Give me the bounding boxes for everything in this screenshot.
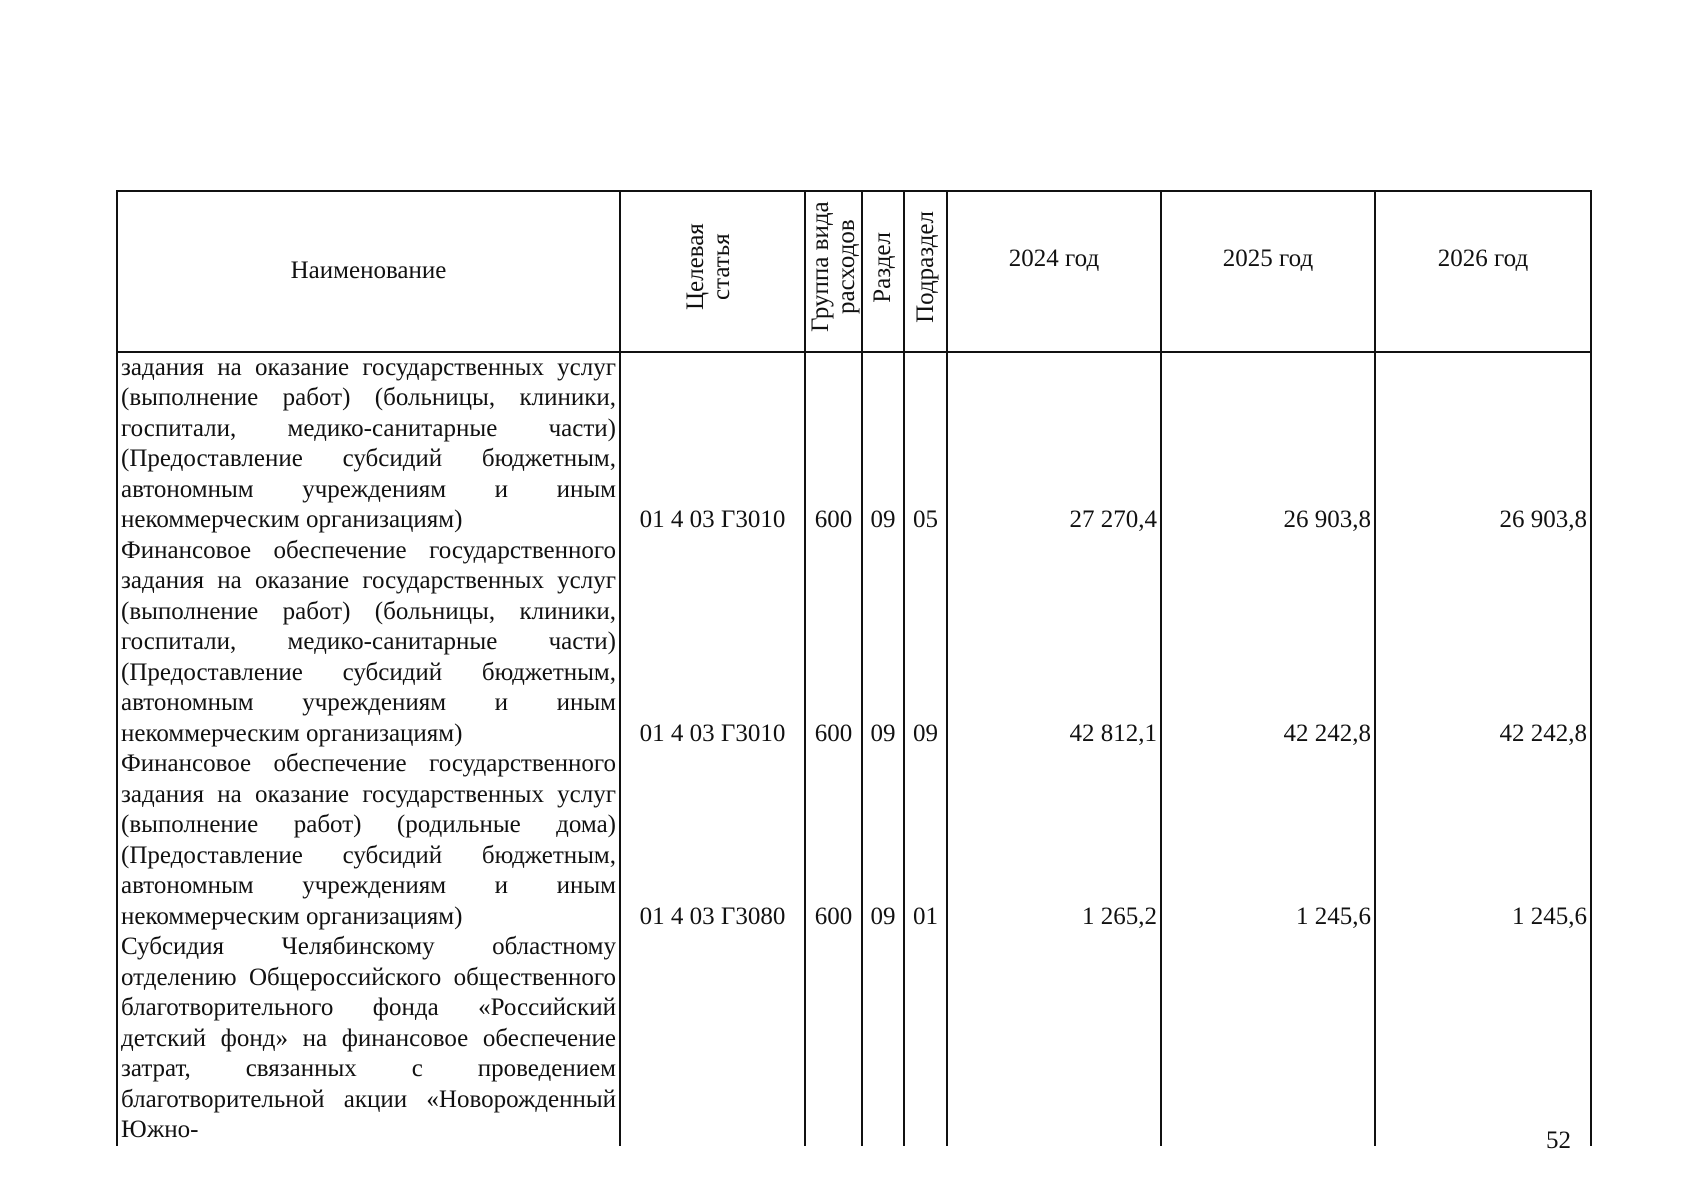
header-subsection: Подраздел	[904, 191, 947, 352]
row-expense-group	[805, 932, 862, 1146]
row-2026	[1375, 932, 1591, 1146]
row-2024: 1 265,2	[947, 749, 1161, 932]
row-target-article: 01 4 03 Г3010	[620, 352, 805, 536]
row-2025: 1 245,6	[1161, 749, 1375, 932]
header-2025: 2025 год	[1161, 191, 1375, 352]
header-target-article: Целевая статья	[620, 191, 805, 352]
row-name: задания на оказание государственных услуг (выполнение работ) (больницы, клиники, госпитали, медико-санитарные части) (Предоставление субсидий бюджетным, автономным учреждениям и иным некоммерческим организациям)	[117, 352, 620, 536]
table-row	[117, 932, 1591, 1146]
row-2026: 26 903,8	[1375, 352, 1591, 536]
row-section: 09	[862, 536, 904, 750]
table-row	[117, 536, 1591, 750]
row-2024	[947, 932, 1161, 1146]
row-name: Финансовое обеспечение государственного задания на оказание государственных услуг (выполнение работ) (больницы, клиники, госпитали, медико-санитарные части) (Предоставление субсидий бюджетным, автономным учреждениям и иным некоммерческим организациям)	[117, 536, 620, 750]
row-expense-group: 600	[805, 749, 862, 932]
budget-table	[116, 190, 1592, 1146]
row-target-article	[620, 932, 805, 1146]
page-number: 52	[1546, 1127, 1571, 1154]
row-2025: 42 242,8	[1161, 536, 1375, 750]
header-section: Раздел	[862, 191, 904, 352]
row-expense-group: 600	[805, 352, 862, 536]
table-row	[117, 749, 1591, 932]
row-section	[862, 932, 904, 1146]
row-2024: 42 812,1	[947, 536, 1161, 750]
row-2026: 1 245,6	[1375, 749, 1591, 932]
row-target-article: 01 4 03 Г3010	[620, 536, 805, 750]
row-section: 09	[862, 749, 904, 932]
header-name: Наименование	[117, 191, 620, 352]
header-2024: 2024 год	[947, 191, 1161, 352]
row-expense-group: 600	[805, 536, 862, 750]
row-subsection: 05	[904, 352, 947, 536]
row-section: 09	[862, 352, 904, 536]
row-subsection	[904, 932, 947, 1146]
row-2024: 27 270,4	[947, 352, 1161, 536]
row-2025: 26 903,8	[1161, 352, 1375, 536]
row-2025	[1161, 932, 1375, 1146]
header-expense-group: Группа вида расходов	[805, 191, 862, 352]
table-row	[117, 352, 1591, 536]
row-name: Финансовое обеспечение государственного задания на оказание государственных услуг (выполнение работ) (родильные дома) (Предоставление субсидий бюджетным, автономным учреждениям и иным некоммерческим организациям)	[117, 749, 620, 932]
header-2026: 2026 год	[1375, 191, 1591, 352]
row-subsection: 09	[904, 536, 947, 750]
table-header-row	[117, 191, 1591, 352]
row-target-article: 01 4 03 Г3080	[620, 749, 805, 932]
row-name: Субсидия Челябинскому областному отделению Общероссийского общественного благотворительного фонда «Российский детский фонд» на финансовое обеспечение затрат, связанных с проведением благотворительной акции «Новорожденный Южно-	[117, 932, 620, 1146]
row-subsection: 01	[904, 749, 947, 932]
row-2026: 42 242,8	[1375, 536, 1591, 750]
